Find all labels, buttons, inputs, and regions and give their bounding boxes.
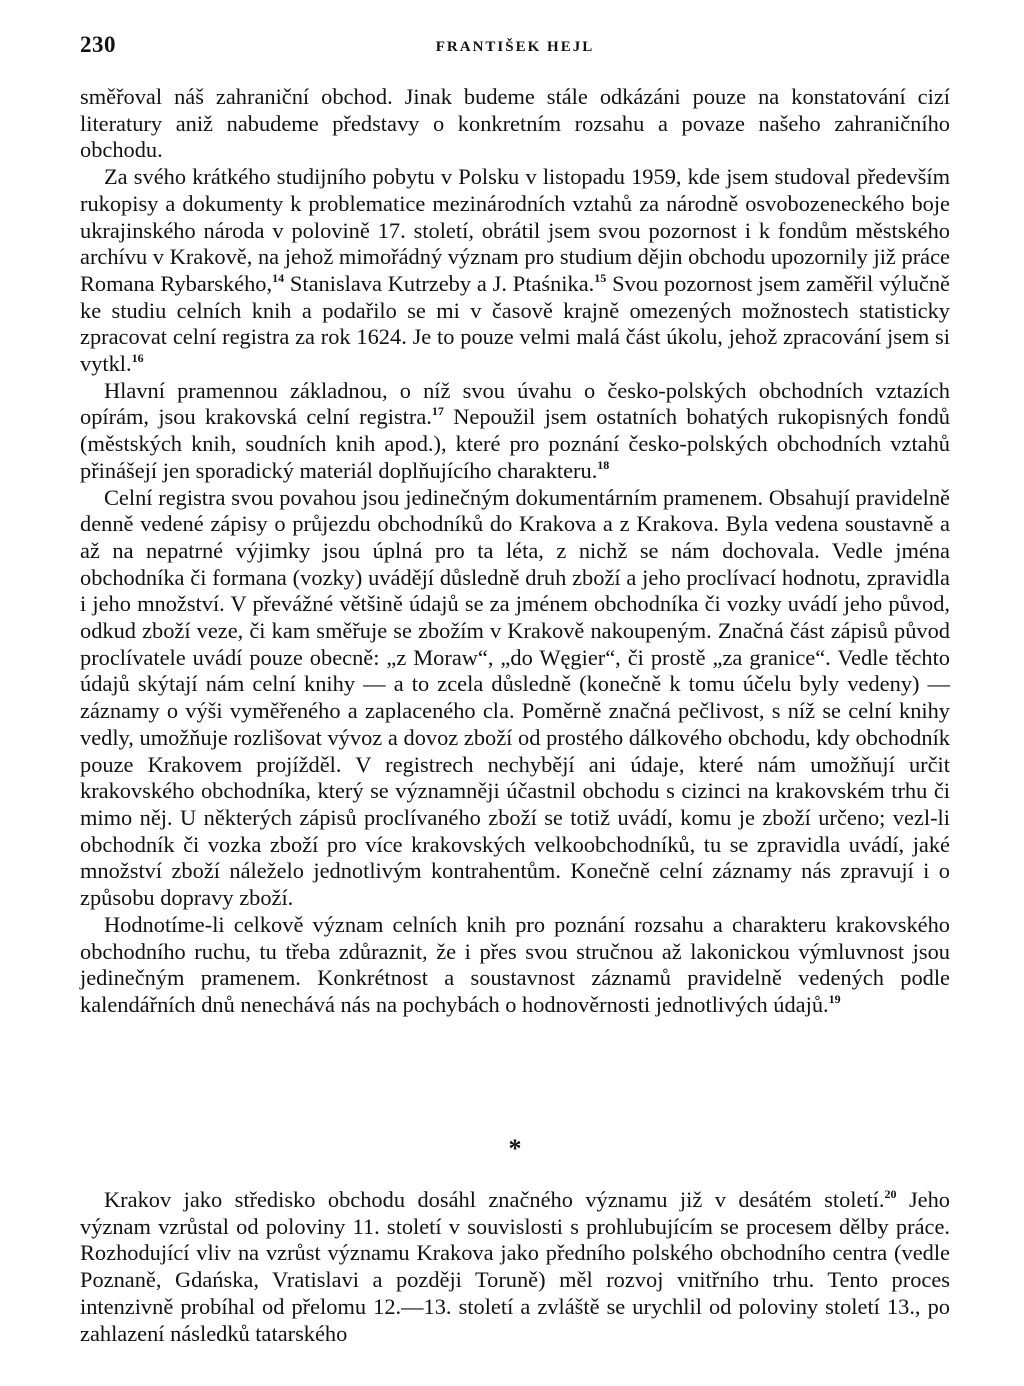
paragraph <box>80 84 950 164</box>
paragraph <box>80 378 950 485</box>
footnote-ref[interactable]: 18 <box>597 457 610 472</box>
footnote-ref[interactable]: 14 <box>272 270 285 285</box>
text-run: Hodnotíme-li celkově význam celních knih pro poznání rozsahu a charakteru krakovského obchodního ruchu, tu třeba zdůraznit, že i přes svou stručnou až lakonickou výmluvnost jsou jedinečným pramenem. Konkrétnost a soustavnost záznamů pravidelně vedených podle kalendářních dnů nenechává nás na pochybách o hodnověrnosti jednotlivých údajů. <box>80 911 950 1017</box>
text-run: Svou pozornost jsem zaměřil výlučně ke studiu celních knih a podařilo se mi v časově krajně omezených možnostech statisticky zpracovat celní registra za rok 1624. Je to pouze velmi malá část úkolu, jehož zpracování jsem si vytkl. <box>80 270 950 377</box>
text-run: Celní registra svou povahou jsou jedinečným dokumentárním pramenem. Obsahují pravidelně denně vedené zápisy o průjezdu obchodníků do Krakova a z Krakova. Byla vedena soustavně a až na nepatrné výjimky jsou úplná pro ta léta, z nichž se nám dochovala. Vedle jména obchodníka či formana (vozky) uvádějí důsledně druh zboží a jeho proclívací hodnotu, zpravidla i jeho množství. V převážné většině údajů se za jménem obchodníka či vozky uvádí jeho původ, odkud zboží veze, či kam směřuje se zbožím v Krakově nakoupeným. Značná část zápisů původ proclívatele uvádí pouze obecně: „z Moraw“, „do Węgier“, či prostě „za granice“. Vedle těchto údajů skýtají nám celní knihy — a to zcela důsledně (konečně k tomu účelu byly vedeny) — záznamy o výši vyměřeného a zaplaceného cla. Poměrně značná pečlivost, s níž se celní knihy vedly, umožňuje rozlišovat vývoz a dovoz zboží od prostého dálkového obchodu, kdy obchodník pouze Krakovem projížděl. V registrech nechybějí ani údaje, které nám umožňují určit krakovského obchodníka, který se významněji účastnil obchodu s cizinci na krakovském trhu či mimo něj. U některých zápisů proclívaného zboží se totiž uvádí, komu je zboží určeno; vezl-li obchodník či vozka zboží pro více krakovských velkoobchodníků, tu se zpravidla uvádí, jaké množství zboží náleželo jednotlivým kontrahentům. Konečně celní záznamy nás zpravují i o způsobu dopravy zboží. <box>80 484 950 911</box>
section-two-text <box>80 1187 950 1347</box>
paragraph <box>80 485 950 912</box>
footnote-ref[interactable]: 20 <box>884 1187 897 1201</box>
page-number: 230 <box>80 32 116 57</box>
page-header <box>80 32 950 62</box>
text-run: Krakov jako středisko obchodu dosáhl značného významu již v desátém století. <box>104 1187 885 1212</box>
text-run: Hlavní pramennou základnou, o níž svou úvahu o česko-polských obchodních vztazích opírám, jsou krakovská celní registra. <box>80 377 950 430</box>
text-run: Jeho význam vzrůstal od poloviny 11. století v souvislosti s prohlubujícím se procesem dělby práce. Rozhodující vliv na vzrůst významu Krakova jako předního polského obchodního centra (vedle Poznaně, Gdańska, Vratislavi a později Toruně) měl rozvoj vnitřního trhu. Tento proces intenzivně probíhal od přelomu 12.—13. století a zvláště se urychlil od poloviny století 13., po zahlazení následků tatarského <box>80 1187 950 1346</box>
text-run: Nepoužil jsem ostatních bohatých rukopisných fondů (městských knih, soudních knih apod.), které pro poznání česko-polských obchodních vztahů přinášejí jen sporadický materiál doplňujícího charakteru. <box>80 404 950 483</box>
running-head: FRANTIŠEK HEJL <box>435 39 595 55</box>
text-run: Za svého krátkého studijního pobytu v Polsku v listopadu 1959, kde jsem studoval především rukopisy a dokumenty k problematice mezinárodních vztahů za národně osvobozeneckého boje ukrajinského národa v polovině 17. století, obrátil jsem svou pozornost i k fondům městského archívu v Krakově, na jehož mimořádný význam pro studium dějin obchodu upozornily již práce Romana Rybarského, <box>80 164 950 296</box>
main-text <box>80 84 950 1019</box>
paragraph <box>80 912 950 1019</box>
paragraph <box>80 1187 950 1347</box>
paragraph <box>80 164 950 378</box>
footnote-ref[interactable]: 17 <box>431 404 444 419</box>
text-run: směřoval náš zahraniční obchod. Jinak budeme stále odkázáni pouze na konstatování cizí literatury aniž nabudeme představy o konkretním rozsahu a povaze našeho zahraničního obchodu. <box>80 84 950 163</box>
footnote-ref[interactable]: 15 <box>594 270 607 285</box>
footnote-ref[interactable]: 19 <box>828 991 841 1006</box>
text-run: Stanislava Kutrzeby a J. Ptaśnika. <box>284 270 595 296</box>
section-separator: * <box>508 1134 522 1163</box>
footnote-ref[interactable]: 16 <box>131 351 144 366</box>
